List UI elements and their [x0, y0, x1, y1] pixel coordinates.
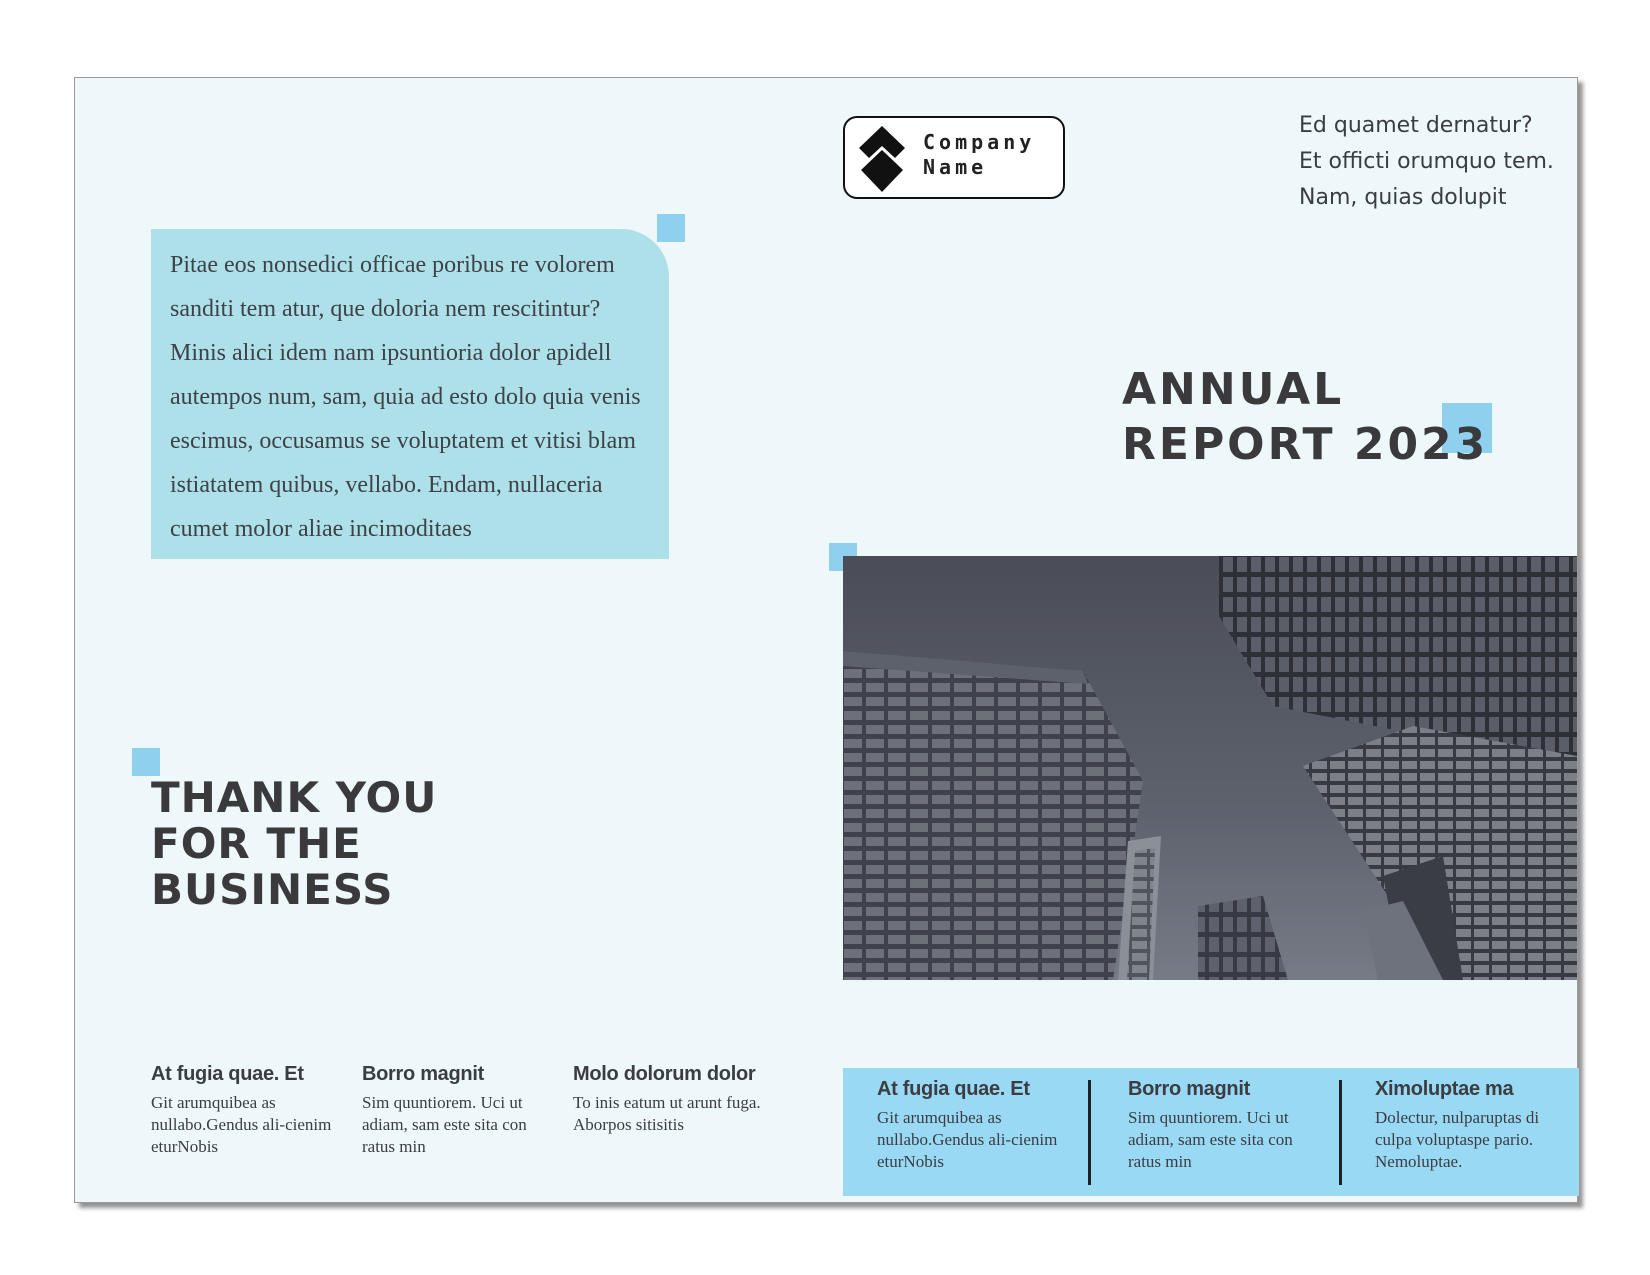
- tagline: [1299, 108, 1554, 216]
- report-title-line: REPORT 2023: [1122, 419, 1489, 470]
- band-column: [1375, 1078, 1575, 1173]
- info-column-body: Git arumquibea as nullabo.Gendus ali-cienim eturNobis: [151, 1093, 332, 1156]
- band-divider: [1339, 1080, 1342, 1185]
- skyscrapers-photo: [843, 556, 1577, 980]
- info-column-body: To inis eatum ut arunt fuga. Aborpos sitisitis: [573, 1093, 761, 1134]
- info-band: [843, 1068, 1579, 1196]
- band-column: [1128, 1078, 1328, 1173]
- tagline-line: Et officti orumquo tem.: [1299, 149, 1554, 174]
- info-column-heading: At fugia quae. Et: [151, 1063, 304, 1085]
- thank-you-heading: [151, 775, 631, 913]
- company-logo: [843, 116, 1065, 199]
- band-divider: [1088, 1080, 1091, 1185]
- band-column: [877, 1078, 1077, 1173]
- band-column-body: Sim quuntiorem. Uci ut adiam, sam este sita con ratus min: [1128, 1108, 1293, 1171]
- band-column-heading: Ximoluptae ma: [1375, 1078, 1514, 1100]
- thanks-line: BUSINESS: [151, 865, 394, 914]
- band-column-heading: At fugia quae. Et: [877, 1078, 1030, 1100]
- band-column-body: Dolectur, nulparuptas di culpa voluptaspe pario. Nemoluptae.: [1375, 1108, 1540, 1171]
- info-column-body: Sim quuntiorem. Uci ut adiam, sam este sita con ratus min: [362, 1093, 527, 1156]
- info-column: [151, 1063, 341, 1158]
- info-column-heading: Molo dolorum dolor: [573, 1063, 756, 1085]
- tagline-line: Nam, quias dolupit: [1299, 185, 1507, 210]
- quote-text: Pitae eos nonsedici officae poribus re volorem sanditi tem atur, que doloria nem rescitintur? Minis alici idem nam ipsuntioria dolor apidell autempos num, sam, quia ad esto dolo quia venis escimus, occusamus se voluptatem et vitisi blam istiatatem quibus, vellabo. Endam, nullaceria cumet molor aliae incimoditaes: [170, 252, 641, 542]
- skyscrapers-image: [843, 556, 1577, 980]
- company-name: [923, 130, 1035, 180]
- accent-square-thanks: [132, 748, 160, 776]
- quote-box: [151, 229, 669, 559]
- tagline-line: Ed quamet dernatur?: [1299, 113, 1533, 138]
- band-column-body: Git arumquibea as nullabo.Gendus ali-cienim eturNobis: [877, 1108, 1058, 1171]
- info-column: [362, 1063, 552, 1158]
- report-title-line: ANNUAL: [1122, 364, 1345, 415]
- info-column-heading: Borro magnit: [362, 1063, 484, 1085]
- diamond-logo-icon: [857, 126, 907, 192]
- company-name-line: Name: [923, 155, 988, 179]
- report-title: [1122, 362, 1488, 472]
- thanks-line: FOR THE: [151, 819, 362, 868]
- band-column-heading: Borro magnit: [1128, 1078, 1250, 1100]
- info-column: [573, 1063, 763, 1136]
- brochure-spread: [74, 77, 1578, 1203]
- company-name-line: Company: [923, 130, 1036, 154]
- thanks-line: THANK YOU: [151, 773, 438, 822]
- accent-square-quote: [657, 214, 685, 242]
